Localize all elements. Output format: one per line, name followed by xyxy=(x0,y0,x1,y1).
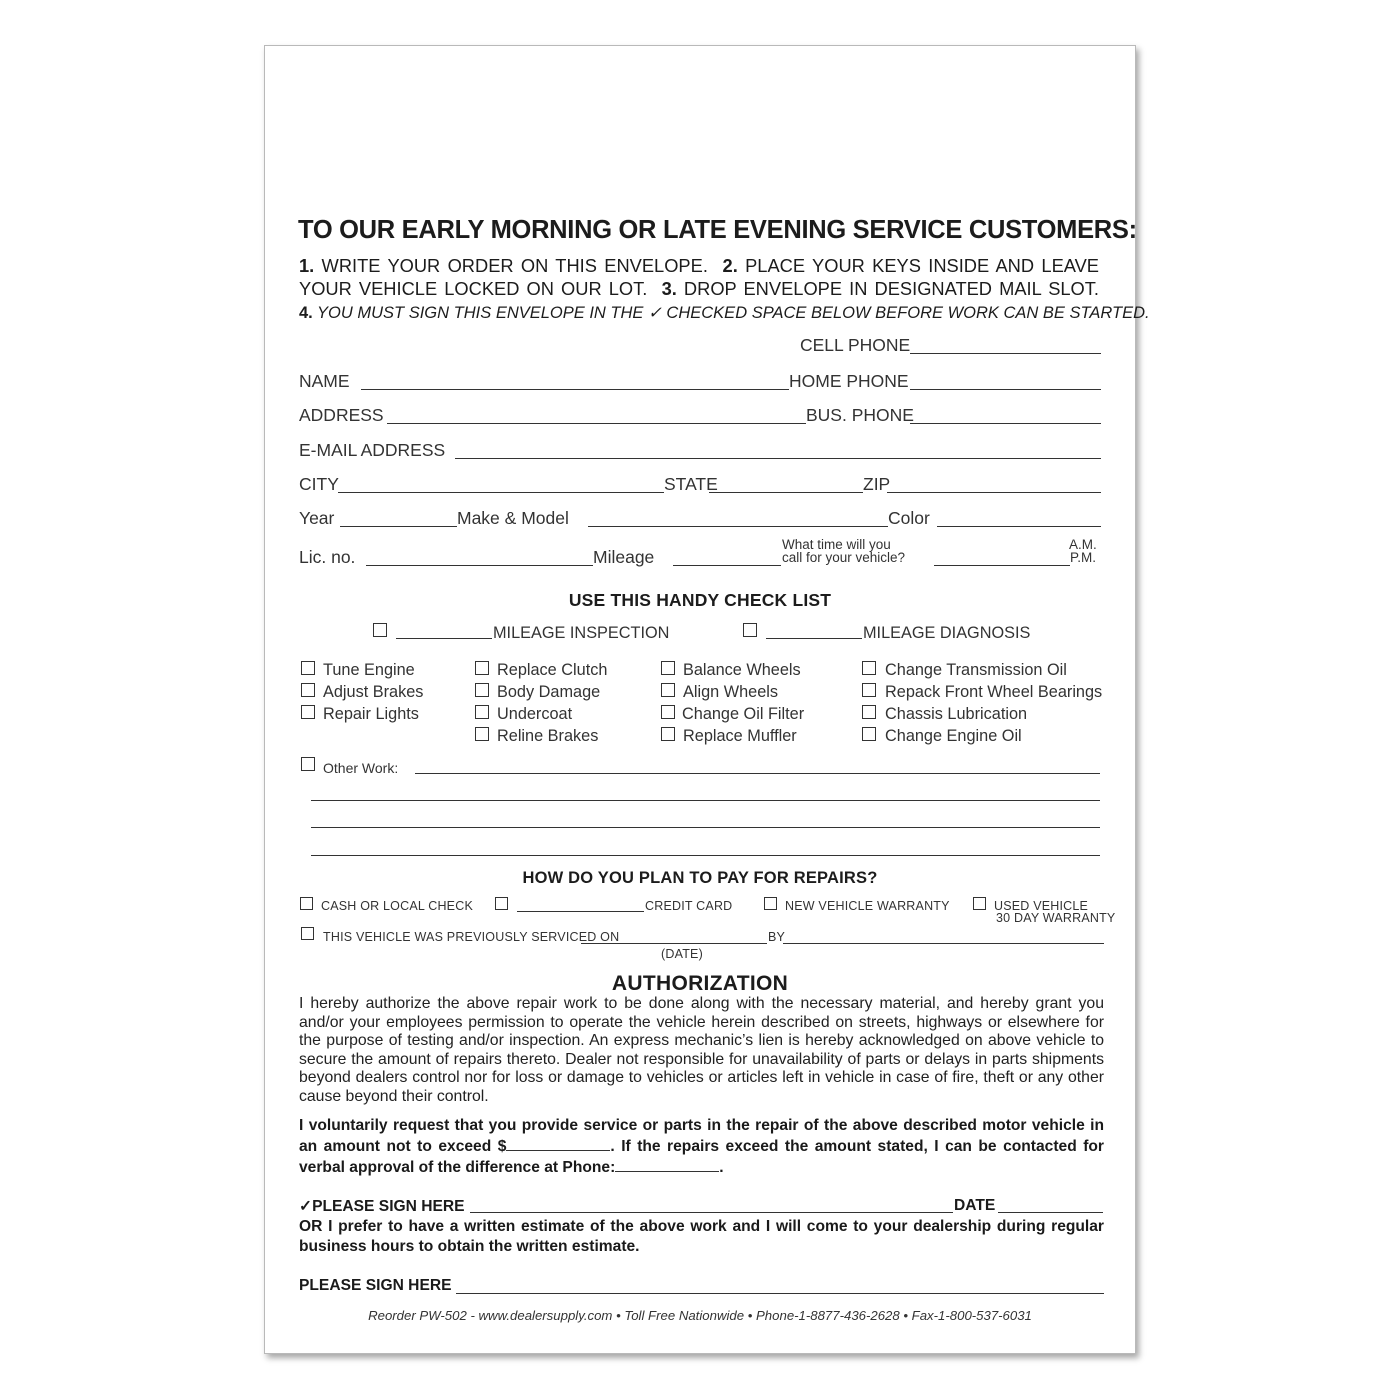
address-field[interactable] xyxy=(387,423,806,424)
bus-phone-field[interactable] xyxy=(910,423,1101,424)
reline-brakes-checkbox[interactable] xyxy=(475,727,489,741)
name-field[interactable] xyxy=(361,389,789,390)
used-warranty-checkbox[interactable] xyxy=(973,897,986,910)
home-phone-label: HOME PHONE xyxy=(789,371,909,391)
sign-here-label-2: PLEASE SIGN HERE xyxy=(299,1277,452,1294)
other-work-label: Other Work: xyxy=(323,760,399,776)
chassis-lubrication-checkbox[interactable] xyxy=(862,705,876,719)
date-label: DATE xyxy=(954,1197,996,1214)
am-label: A.M. xyxy=(1069,537,1097,552)
change-transmission-oil-checkbox[interactable] xyxy=(862,661,876,675)
undercoat-checkbox[interactable] xyxy=(475,705,489,719)
repair-lights-checkbox[interactable] xyxy=(301,705,315,719)
lic-no-field[interactable] xyxy=(366,565,593,566)
name-label: NAME xyxy=(299,371,350,391)
body-damage-label: Body Damage xyxy=(497,683,601,701)
lic-no-label: Lic. no. xyxy=(299,547,356,567)
replace-clutch-checkbox[interactable] xyxy=(475,661,489,675)
change-oil-filter-checkbox[interactable] xyxy=(661,705,675,719)
year-field[interactable] xyxy=(340,526,457,527)
checklist-heading: USE THIS HANDY CHECK LIST xyxy=(568,590,832,610)
make-model-field[interactable] xyxy=(588,526,888,527)
adjust-brakes-label: Adjust Brakes xyxy=(323,683,424,701)
mileage-inspection-field[interactable] xyxy=(396,638,492,639)
zip-field[interactable] xyxy=(887,492,1101,493)
tune-engine-label: Tune Engine xyxy=(323,661,415,679)
home-phone-field[interactable] xyxy=(910,389,1101,390)
mileage-diagnosis-field[interactable] xyxy=(766,638,862,639)
other-work-line-2[interactable] xyxy=(311,800,1100,801)
sign-here-label: ✓PLEASE SIGN HERE xyxy=(299,1198,465,1215)
prev-serviced-checkbox[interactable] xyxy=(301,927,314,940)
align-wheels-label: Align Wheels xyxy=(683,683,779,701)
call-time-field[interactable] xyxy=(934,565,1070,566)
instruction-line-2: YOUR VEHICLE LOCKED ON OUR LOT. 3. DROP ENVELOPE IN DESIGNATED MAIL SLOT. xyxy=(299,278,1099,299)
replace-muffler-label: Replace Muffler xyxy=(683,727,797,745)
payment-heading: HOW DO YOU PLAN TO PAY FOR REPAIRS? xyxy=(522,869,878,887)
date-caption: (DATE) xyxy=(661,947,703,961)
new-warranty-label: NEW VEHICLE WARRANTY xyxy=(785,899,950,913)
estimate-signature-field[interactable] xyxy=(456,1293,1104,1294)
balance-wheels-checkbox[interactable] xyxy=(661,661,675,675)
address-label: ADDRESS xyxy=(299,405,384,425)
repack-bearings-label: Repack Front Wheel Bearings xyxy=(885,683,1103,701)
call-time-label-2: call for your vehicle? xyxy=(782,550,906,565)
repack-bearings-checkbox[interactable] xyxy=(862,683,876,697)
signature-date-field[interactable] xyxy=(998,1212,1103,1213)
authorization-heading: AUTHORIZATION xyxy=(611,972,789,995)
used-warranty-label-2: 30 DAY WARRANTY xyxy=(996,911,1116,925)
bus-phone-label: BUS. PHONE xyxy=(806,405,914,425)
new-warranty-checkbox[interactable] xyxy=(764,897,777,910)
body-damage-checkbox[interactable] xyxy=(475,683,489,697)
spending-limit-text: I voluntarily request that you provide service or parts in the repair of the above described motor vehicle in an amount not to exceed $ . If the repairs exceed the amount stated, I can be contacted for verbal approval of the difference at Phone: . xyxy=(299,1117,1104,1177)
replace-clutch-label: Replace Clutch xyxy=(497,661,608,679)
reorder-footer: Reorder PW-502 - www.dealersupply.com • Toll Free Nationwide • Phone-1-8877-436-2628 • Fax-1-800-537-6031 xyxy=(368,1308,1032,1323)
reline-brakes-label: Reline Brakes xyxy=(497,727,599,745)
state-field[interactable] xyxy=(709,492,863,493)
other-work-checkbox[interactable] xyxy=(301,757,315,771)
change-transmission-oil-label: Change Transmission Oil xyxy=(885,661,1067,679)
city-field[interactable] xyxy=(338,492,664,493)
adjust-brakes-checkbox[interactable] xyxy=(301,683,315,697)
state-label: STATE xyxy=(664,474,718,494)
mileage-label: Mileage xyxy=(593,547,655,567)
prev-serviced-date-field[interactable] xyxy=(581,943,767,944)
cash-label: CASH OR LOCAL CHECK xyxy=(321,899,473,913)
pm-label: P.M. xyxy=(1070,550,1097,565)
written-estimate-text: OR I prefer to have a written estimate of the above work and I will come to your dealership during regular business hours to obtain the written estimate. xyxy=(299,1218,1104,1256)
city-label: CITY xyxy=(299,474,339,494)
authorization-text: I hereby authorize the above repair work to be done along with the necessary material, and hereby grant you and/or your employees permission to operate the vehicle herein described on streets, highways or elsewhere for the purpose of testing and/or inspection. An express mechanic’s lien is hereby acknowledged on above vehicle to secure the amount of repairs thereto. Dealer not responsible for unavailability of parts or delays in parts shipments beyond dealers control nor for loss or damage to vehicles or articles left in vehicle in case of fire, theft or any other cause beyond their control. xyxy=(299,995,1104,1105)
email-label: E-MAIL ADDRESS xyxy=(299,440,446,460)
other-work-line-4[interactable] xyxy=(311,855,1100,856)
align-wheels-checkbox[interactable] xyxy=(661,683,675,697)
balance-wheels-label: Balance Wheels xyxy=(683,661,801,679)
cash-checkbox[interactable] xyxy=(300,897,313,910)
repair-lights-label: Repair Lights xyxy=(323,705,419,723)
tune-engine-checkbox[interactable] xyxy=(301,661,315,675)
color-label: Color xyxy=(888,508,930,528)
credit-card-checkbox[interactable] xyxy=(495,897,508,910)
prev-serviced-by-field[interactable] xyxy=(783,943,1104,944)
by-label: BY xyxy=(768,930,786,944)
form-title: TO OUR EARLY MORNING OR LATE EVENING SERVICE CUSTOMERS: xyxy=(298,216,1137,244)
mileage-diagnosis-checkbox[interactable] xyxy=(743,623,757,637)
zip-label: ZIP xyxy=(863,474,891,494)
change-oil-filter-label: Change Oil Filter xyxy=(682,705,805,723)
other-work-field[interactable] xyxy=(415,773,1100,774)
color-field[interactable] xyxy=(937,526,1101,527)
undercoat-label: Undercoat xyxy=(497,705,573,723)
year-label: Year xyxy=(299,508,335,528)
mileage-inspection-label: MILEAGE INSPECTION xyxy=(493,624,670,642)
change-engine-oil-checkbox[interactable] xyxy=(862,727,876,741)
instruction-line-3: 4. YOU MUST SIGN THIS ENVELOPE IN THE ✓ CHECKED SPACE BELOW BEFORE WORK CAN BE STARTED. xyxy=(299,304,1150,322)
cell-phone-field[interactable] xyxy=(910,353,1101,354)
cell-phone-label: CELL PHONE xyxy=(800,335,911,355)
approval-phone-field[interactable] xyxy=(615,1157,719,1172)
chassis-lubrication-label: Chassis Lubrication xyxy=(885,705,1028,723)
credit-card-field[interactable] xyxy=(517,911,644,912)
amount-field[interactable] xyxy=(506,1136,610,1151)
mileage-inspection-checkbox[interactable] xyxy=(373,623,387,637)
mileage-field[interactable] xyxy=(673,565,781,566)
mileage-diagnosis-label: MILEAGE DIAGNOSIS xyxy=(863,624,1031,642)
make-model-label: Make & Model xyxy=(457,508,569,528)
instruction-line-1: 1. WRITE YOUR ORDER ON THIS ENVELOPE. 2. PLACE YOUR KEYS INSIDE AND LEAVE xyxy=(299,255,1099,276)
call-time-label-1: What time will you xyxy=(782,537,891,552)
change-engine-oil-label: Change Engine Oil xyxy=(885,727,1022,745)
prev-serviced-label: THIS VEHICLE WAS PREVIOUSLY SERVICED ON xyxy=(323,930,620,944)
replace-muffler-checkbox[interactable] xyxy=(661,727,675,741)
email-field[interactable] xyxy=(455,458,1101,459)
credit-card-label: CREDIT CARD xyxy=(645,899,733,913)
used-warranty-label-1: USED VEHICLE xyxy=(994,899,1089,913)
signature-field[interactable] xyxy=(470,1212,953,1213)
other-work-line-3[interactable] xyxy=(311,827,1100,828)
